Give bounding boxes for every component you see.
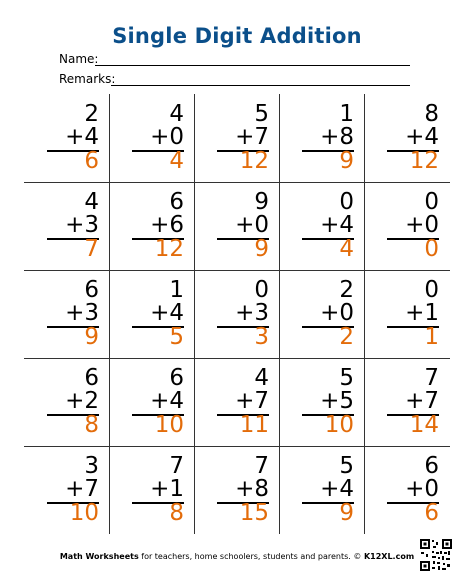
- addend-bottom: +0: [235, 212, 269, 238]
- addend-bottom: +3: [235, 300, 269, 326]
- problem-cell: [109, 358, 194, 446]
- problem-cell: [194, 270, 279, 358]
- addend-bottom: +4: [150, 388, 184, 414]
- page-title: Single Digit Addition: [112, 24, 362, 48]
- problem-cell: [24, 446, 109, 534]
- addend-bottom: +4: [150, 300, 184, 326]
- addend-top: 1: [339, 101, 354, 127]
- answer[interactable]: 12: [154, 236, 184, 262]
- addend-top: 7: [169, 453, 184, 479]
- addend-bottom: +1: [405, 300, 439, 326]
- problem-cell: [194, 94, 279, 182]
- problem-cell: [24, 358, 109, 446]
- problem-grid: [24, 94, 450, 534]
- problem-cell: [194, 358, 279, 446]
- addend-bottom: +1: [150, 476, 184, 502]
- problem-cell: [279, 270, 364, 358]
- addend-top: 6: [84, 365, 99, 391]
- addend-bottom: +4: [320, 476, 354, 502]
- problem-cell: [279, 94, 364, 182]
- answer[interactable]: 10: [154, 412, 184, 438]
- addend-top: 4: [254, 365, 269, 391]
- answer[interactable]: 2: [339, 324, 354, 350]
- addend-top: 7: [254, 453, 269, 479]
- footer-brand: Math Worksheets: [59, 552, 139, 561]
- answer[interactable]: 14: [409, 412, 439, 438]
- footer-text: for teachers, home schoolers, students and parents. ©: [138, 552, 364, 561]
- answer[interactable]: 1: [424, 324, 439, 350]
- problem-cell: [24, 94, 109, 182]
- addend-top: 6: [169, 189, 184, 215]
- problem-cell: [194, 446, 279, 534]
- addend-bottom: +4: [65, 124, 99, 150]
- addend-bottom: +6: [150, 212, 184, 238]
- addend-top: 5: [254, 101, 269, 127]
- addend-bottom: +8: [235, 476, 269, 502]
- addend-top: 7: [424, 365, 439, 391]
- addend-top: 9: [254, 189, 269, 215]
- addend-top: 5: [339, 365, 354, 391]
- qr-code-icon: [419, 538, 453, 572]
- addend-bottom: +0: [405, 212, 439, 238]
- addend-top: 8: [424, 101, 439, 127]
- addend-top: 0: [254, 277, 269, 303]
- problem-cell: [24, 270, 109, 358]
- name-field-line[interactable]: [95, 65, 410, 66]
- answer[interactable]: 7: [84, 236, 99, 262]
- answer[interactable]: 3: [254, 324, 269, 350]
- problem-cell: [364, 358, 449, 446]
- problem-cell: [364, 94, 449, 182]
- addend-bottom: +4: [405, 124, 439, 150]
- addend-top: 2: [339, 277, 354, 303]
- addend-top: 0: [424, 189, 439, 215]
- answer[interactable]: 5: [169, 324, 184, 350]
- answer[interactable]: 9: [84, 324, 99, 350]
- answer[interactable]: 4: [169, 148, 184, 174]
- answer[interactable]: 8: [169, 500, 184, 526]
- problem-cell: [109, 446, 194, 534]
- problem-cell: [364, 446, 449, 534]
- addend-bottom: +7: [235, 388, 269, 414]
- answer[interactable]: 12: [239, 148, 269, 174]
- addend-top: 6: [169, 365, 184, 391]
- problem-cell: [109, 94, 194, 182]
- addend-top: 5: [339, 453, 354, 479]
- problem-cell: [279, 446, 364, 534]
- answer[interactable]: 10: [324, 412, 354, 438]
- addend-top: 4: [84, 189, 99, 215]
- addend-top: 0: [339, 189, 354, 215]
- addend-top: 1: [169, 277, 184, 303]
- addend-bottom: +7: [405, 388, 439, 414]
- answer[interactable]: 12: [409, 148, 439, 174]
- addend-bottom: +7: [65, 476, 99, 502]
- addend-bottom: +2: [65, 388, 99, 414]
- name-label: Name:: [59, 52, 99, 66]
- answer[interactable]: 10: [69, 500, 99, 526]
- footer: [0, 552, 474, 561]
- addend-bottom: +5: [320, 388, 354, 414]
- answer[interactable]: 4: [339, 236, 354, 262]
- answer[interactable]: 15: [239, 500, 269, 526]
- addend-top: 3: [84, 453, 99, 479]
- addend-top: 6: [84, 277, 99, 303]
- addend-bottom: +3: [65, 300, 99, 326]
- problem-cell: [109, 270, 194, 358]
- problem-cell: [194, 182, 279, 270]
- addend-bottom: +0: [150, 124, 184, 150]
- addend-bottom: +0: [405, 476, 439, 502]
- problem-cell: [279, 358, 364, 446]
- problem-cell: [364, 182, 449, 270]
- answer[interactable]: 6: [84, 148, 99, 174]
- addend-bottom: +3: [65, 212, 99, 238]
- answer[interactable]: 6: [424, 500, 439, 526]
- remarks-label: Remarks:: [59, 72, 116, 86]
- addend-top: 0: [424, 277, 439, 303]
- addend-bottom: +4: [320, 212, 354, 238]
- answer[interactable]: 9: [339, 148, 354, 174]
- problem-cell: [279, 182, 364, 270]
- addend-top: 6: [424, 453, 439, 479]
- addend-top: 2: [84, 101, 99, 127]
- answer[interactable]: 8: [84, 412, 99, 438]
- addend-bottom: +8: [320, 124, 354, 150]
- answer[interactable]: 9: [254, 236, 269, 262]
- footer-site[interactable]: K12XL.com: [363, 552, 415, 561]
- problem-cell: [24, 182, 109, 270]
- remarks-field-line[interactable]: [111, 85, 410, 86]
- problem-cell: [364, 270, 449, 358]
- answer[interactable]: 0: [424, 236, 439, 262]
- answer[interactable]: 9: [339, 500, 354, 526]
- problem-cell: [109, 182, 194, 270]
- addend-bottom: +0: [320, 300, 354, 326]
- answer[interactable]: 11: [239, 412, 269, 438]
- addend-bottom: +7: [235, 124, 269, 150]
- addend-top: 4: [169, 101, 184, 127]
